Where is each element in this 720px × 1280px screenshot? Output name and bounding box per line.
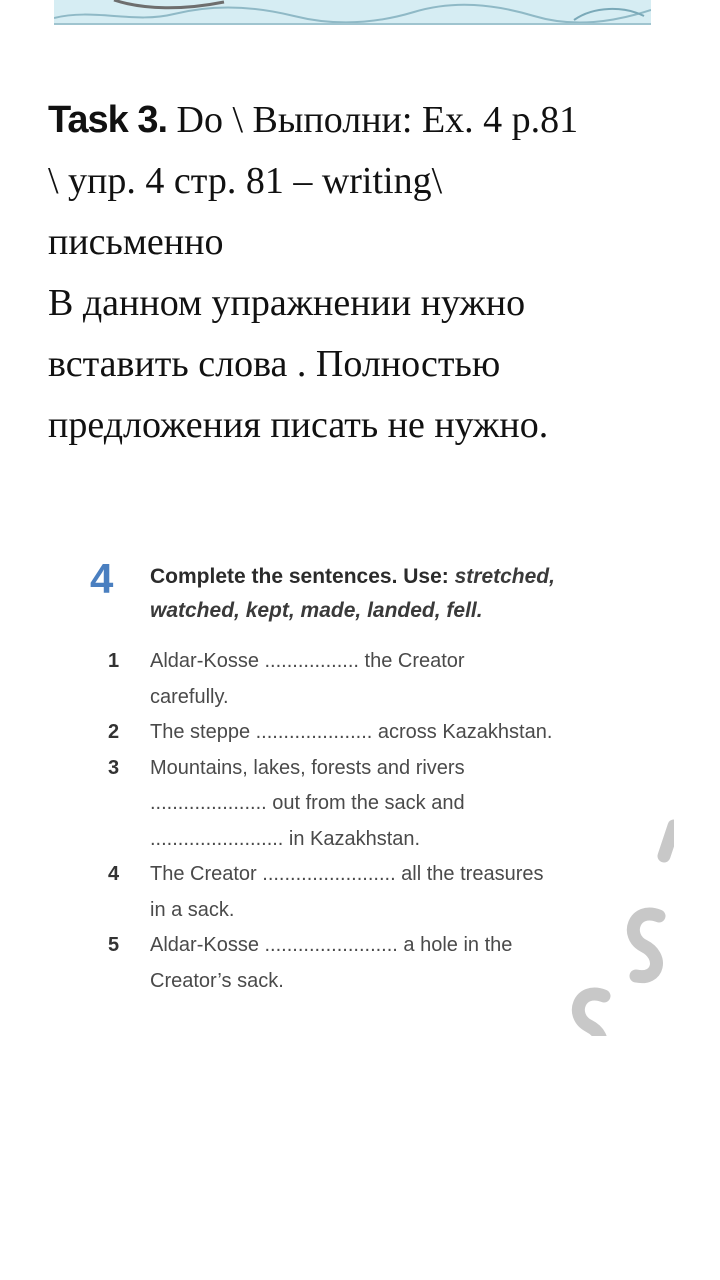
exercise-item-number: 4 [108,863,120,885]
exercise-item-line: The steppe ..................... across Kazakhstan. [150,721,553,743]
task-line-1-text: Do \ Выполни: Ex. 4 p.81 [167,99,579,141]
exercise-item-line: ........................ in Kazakhstan. [150,827,421,850]
task-line-4: В данном упражнении нужно [48,282,526,324]
exercise-sentence-list [108,644,628,999]
exercise-item-number: 3 [108,756,120,779]
exercise-item-line: The Creator ........................ all the treasures [150,863,544,885]
exercise-item-text [150,928,628,999]
task-line-6: предложения писать не нужно. [48,404,549,446]
task-line-3: письменно [48,221,224,263]
task-label: Task 3. [48,99,168,141]
exercise-item-line: in a sack. [150,898,235,921]
banner-wave-graphic [54,0,651,25]
task-line-1 [48,90,678,151]
exercise-item-text [150,857,628,928]
exercise-item-text [150,644,628,715]
task-line-2: \ упр. 4 стр. 81 – writing\ [48,160,443,202]
watermark-graphic [564,786,674,1036]
exercise-item-2 [108,715,628,751]
top-banner-illustration [54,0,651,25]
exercise-heading-words-1: stretched, [454,565,555,588]
exercise-number: 4 [90,555,114,602]
exercise-item-line: Creator’s sack. [150,969,284,992]
exercise-heading [150,560,630,628]
exercise-image [84,536,664,1026]
exercise-item-line: Aldar-Kosse ................. the Creator [150,650,465,672]
exercise-item-text [150,751,628,858]
exercise-item-1 [108,644,628,715]
exercise-item-number: 2 [108,721,120,743]
exercise-item-line: Aldar-Kosse ........................ a hole in the [150,934,513,956]
exercise-item-number: 1 [108,650,120,672]
exercise-item-line: carefully. [150,685,229,708]
exercise-item-4 [108,857,628,928]
exercise-item-text [150,715,628,751]
exercise-heading-words-2: watched, kept, made, landed, fell. [150,599,483,622]
exercise-item-3 [108,751,628,858]
task-line-5: вставить слова . Полностью [48,343,501,385]
exercise-heading-instruction: Complete the sentences. Use: [150,565,455,588]
exercise-item-line: Mountains, lakes, forests and rivers [150,756,465,779]
task-instructions [48,90,678,456]
watermark-letters-icon [564,786,674,1036]
exercise-item-number: 5 [108,934,120,956]
exercise-item-5 [108,928,628,999]
exercise-item-line: ..................... out from the sack and [150,792,465,814]
